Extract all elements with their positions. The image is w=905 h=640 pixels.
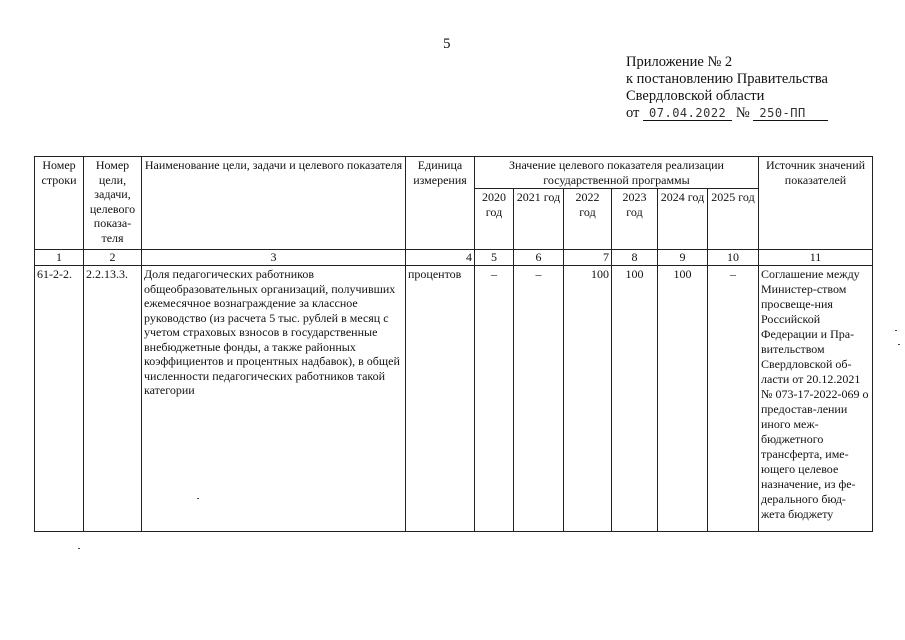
header-year-2025: 2025 год	[708, 189, 759, 250]
column-index: 7	[564, 250, 612, 266]
column-index: 4	[406, 250, 475, 266]
column-index-row	[35, 250, 873, 266]
document-date: 07.04.2022	[643, 106, 732, 121]
cell-value-2024: 100	[658, 266, 708, 532]
column-index: 10	[708, 250, 759, 266]
cell-value-2021: –	[514, 266, 564, 532]
document-number: 250-ПП	[753, 106, 827, 121]
header-goal-number: Номер цели, задачи, целевого показа-теля	[84, 157, 142, 250]
header-year-2020: 2020 год	[475, 189, 514, 250]
appendix-region: Свердловской области	[626, 88, 765, 104]
header-unit: Единица измерения	[406, 157, 475, 250]
cell-row-number: 61-2-2.	[35, 266, 84, 532]
scan-speck	[197, 498, 199, 499]
header-year-2021: 2021 год	[514, 189, 564, 250]
column-index: 9	[658, 250, 708, 266]
page-number: 5	[443, 36, 451, 52]
scan-speck	[78, 548, 80, 549]
scan-speck	[898, 344, 900, 345]
column-index: 2	[84, 250, 142, 266]
header-year-2022: 2022 год	[564, 189, 612, 250]
cell-indicator-name: Доля педагогических работников общеобразовательных организаций, получивших ежемесячное вознаграждение за классное руководство (из расчета 5 тыс. рублей в месяц с учетом страховых взносов в государственные внебюджетные фонды, а также районных коэффициентов и процентных надбавок), в общей численности педагогических работников такой категории	[142, 266, 406, 532]
number-label: №	[735, 105, 750, 121]
column-index: 8	[612, 250, 658, 266]
cell-unit: процентов	[406, 266, 475, 532]
header-name: Наименование цели, задачи и целевого показателя	[142, 157, 406, 250]
column-index: 1	[35, 250, 84, 266]
cell-source: Соглашение между Министер-ством просвеще-ния Российской Федерации и Пра-вительством Свердловской об-ласти от 20.12.2021 № 073-17-2022-069 о предостав-лении иного меж-бюджетного трансферта, име-ющего целевое назначение, из фе-дерального бюд-жета бюджету	[759, 266, 873, 532]
header-row-number: Номер строки	[35, 157, 84, 250]
appendix-resolution: к постановлению Правительства	[626, 71, 828, 87]
header-year-2023: 2023 год	[612, 189, 658, 250]
table-row	[35, 266, 873, 532]
appendix-header	[626, 54, 828, 122]
column-index: 6	[514, 250, 564, 266]
cell-value-2023: 100	[612, 266, 658, 532]
cell-value-2025: –	[708, 266, 759, 532]
column-index: 5	[475, 250, 514, 266]
scan-speck	[895, 330, 897, 331]
column-index: 3	[142, 250, 406, 266]
from-label: от	[626, 105, 640, 121]
cell-value-2022: 100	[564, 266, 612, 532]
appendix-title: Приложение № 2	[626, 54, 733, 70]
cell-goal-number: 2.2.13.3.	[84, 266, 142, 532]
header-year-2024: 2024 год	[658, 189, 708, 250]
indicator-table	[34, 156, 873, 532]
header-value-group: Значение целевого показателя реализации государственной программы	[475, 157, 759, 189]
cell-value-2020: –	[475, 266, 514, 532]
appendix-date-line	[626, 105, 828, 122]
header-source: Источник значений показателей	[759, 157, 873, 250]
column-index: 11	[759, 250, 873, 266]
